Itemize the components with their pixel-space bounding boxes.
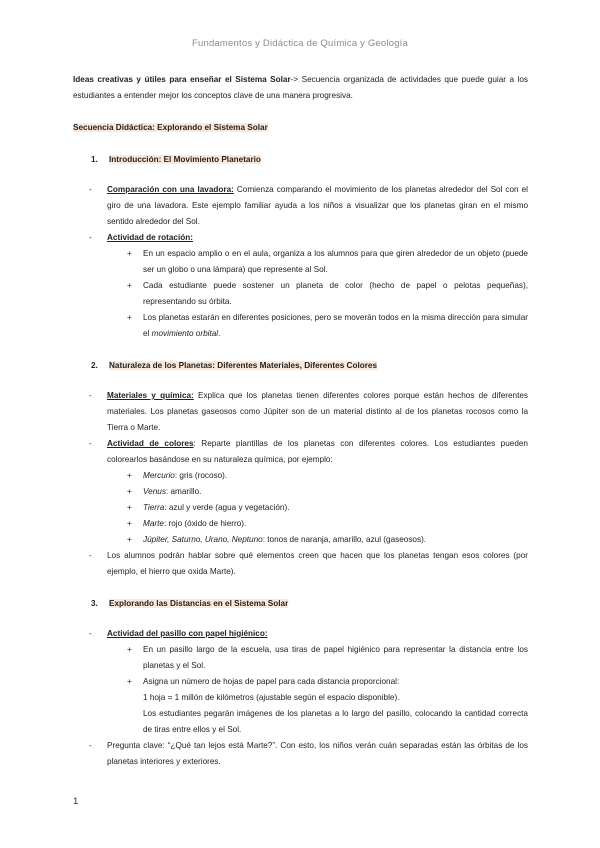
list-item: - Actividad del pasillo con papel higiénico: [89,629,268,638]
section-3-list [73,626,528,770]
page-number: 1 [73,796,79,807]
section-3-title: 3. Explorando las Distancias en el Sistema Solar [91,599,289,608]
section-2-list [73,388,528,580]
sub-line: Los estudiantes pegarán imágenes de los planetas a lo largo del pasillo, colocando la cantidad correcta de tiras entre ellos y el Sol. [143,709,528,734]
sub-list-item: + Los planetas estarán en diferentes posiciones, pero se moverán todos en la misma dirección para simular el movimiento orbital. [127,313,528,338]
planet-item-mercurio: + Mercurio: gris (rocoso). [127,471,228,480]
document-body [73,72,528,770]
section-2-title: 2. Naturaleza de los Planetas: Diferentes Materiales, Diferentes Colores [91,361,378,370]
list-item: - Comparación con una lavadora: Comienza comparando el movimiento de los planetas alrededor del Sol con el giro de una lavadora. Este ejemplo familiar ayuda a los niños a visualizar que los planetas giran en el mismo sentido alrededor del Sol. [89,185,528,226]
intro-paragraph [73,72,528,104]
planet-item-gaseosos: + Júpiter, Saturno, Urano, Neptuno: tonos de naranja, amarillo, azul (gaseosos). [127,535,427,544]
sub-list-item: + En un pasillo largo de la escuela, usa tiras de papel higiénico para representar la distancia entre los planetas y el Sol. [127,645,528,670]
planet-item-venus: + Venus: amarillo. [127,487,202,496]
sub-list-item: + Asigna un número de hojas de papel para cada distancia proporcional: [127,677,400,686]
list-item: - Actividad de rotación: [89,233,193,242]
section-1-title: 1. Introducción: El Movimiento Planetario [91,155,261,164]
sub-list-item: + En un espacio amplio o en el aula, organiza a los alumnos para que giren alrededor de un objeto (puede ser un globo o una lámpara) que represente al Sol. [127,249,528,274]
list-item: - Pregunta clave: “¿Qué tan lejos está Marte?”. Con esto, los niños verán cuán separadas están las órbitas de los planetas interiores y exteriores. [89,741,528,766]
page-header: Fundamentos y Didáctica de Química y Geología [192,38,408,49]
list-item: - Actividad de colores: Reparte plantillas de los planetas con diferentes colores. Los estudiantes pueden colorearlos basándose en su naturaleza química, por ejemplo: [89,439,528,464]
planet-item-marte: + Marte: rojo (óxido de hierro). [127,519,247,528]
intro-rest: -> Secuencia organizada de actividades que puede guiar a los estudiantes a entender mejor los conceptos clave de una manera progresiva. [73,75,528,100]
sub-list-item: + Cada estudiante puede sostener un planeta de color (hecho de papel o pelotas pequeñas), representando su órbita. [127,281,528,306]
sub-line: 1 hoja = 1 millón de kilómetros (ajustable según el espacio disponible). [143,693,400,702]
section-1-list [73,182,528,342]
list-item: - Materiales y química: Explica que los planetas tienen diferentes colores porque están hechos de diferentes materiales. Los planetas gaseosos como Júpiter son de un material distinto al de los planetas rocosos como la Tierra o Marte. [89,391,528,432]
planet-item-tierra: + Tierra: azul y verde (agua y vegetación). [127,503,290,512]
secuencia-title: Secuencia Didáctica: Explorando el Sistema Solar [73,123,268,132]
intro-bold: Ideas creativas y útiles para enseñar el Sistema Solar [73,75,291,84]
list-item: - Los alumnos podrán hablar sobre qué elementos creen que hacen que los planetas tengan esos colores (por ejemplo, el hierro que oxida Marte). [89,551,528,576]
